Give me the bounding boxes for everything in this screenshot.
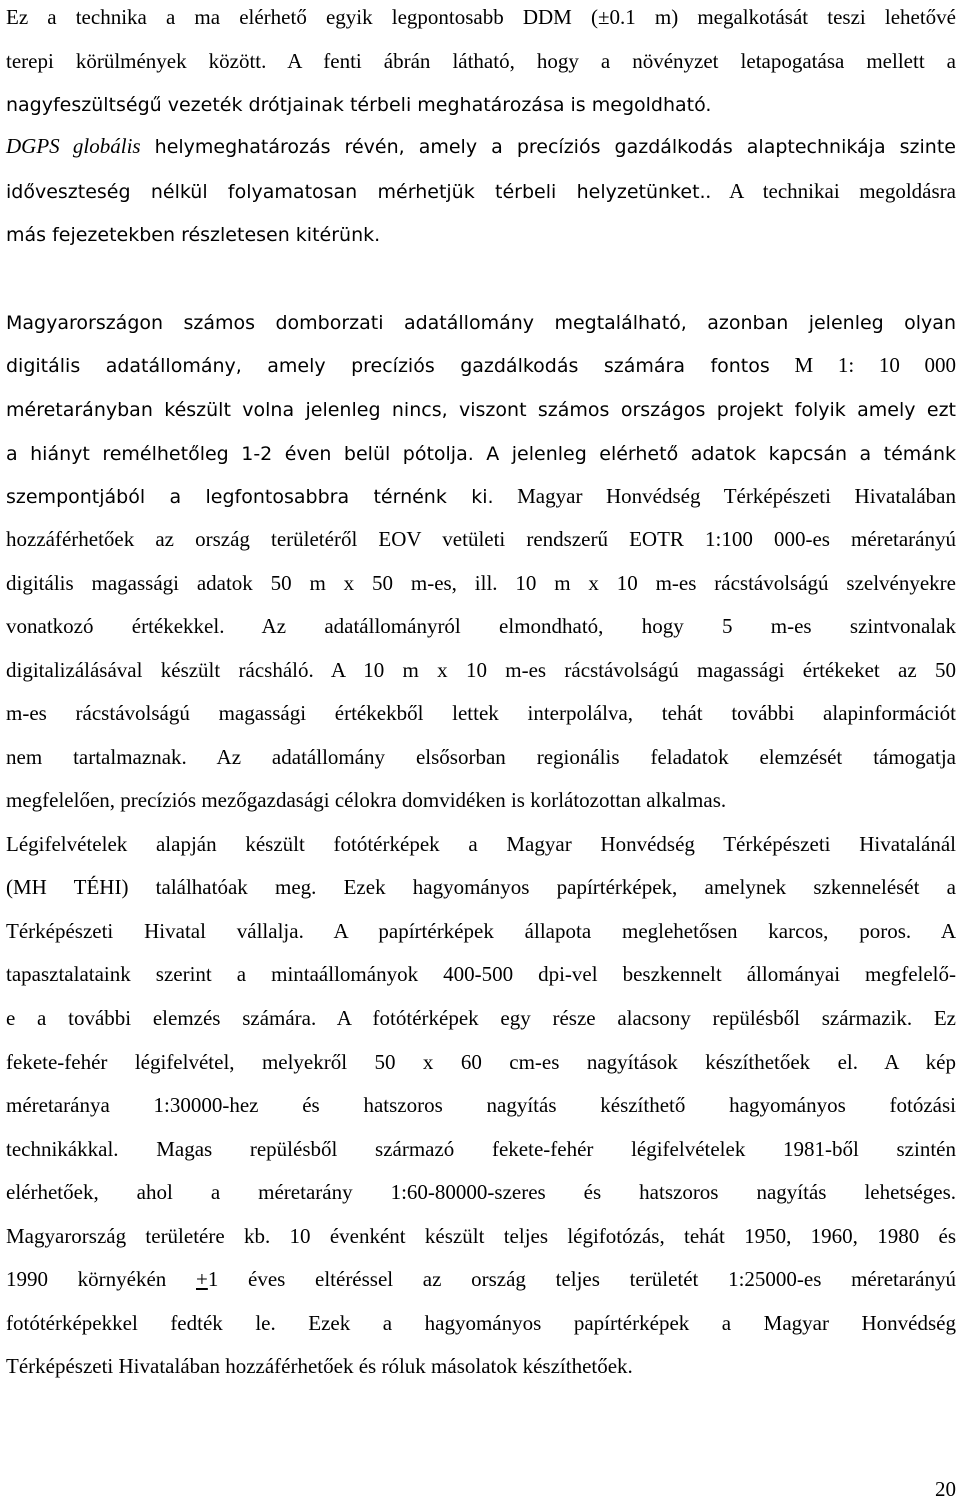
text-line [6, 1049, 956, 1093]
text-line [6, 1223, 956, 1267]
text-segment: digitális adatállomány, amely precíziós gazdálkodás számára fontos [6, 355, 770, 377]
text-line [6, 526, 956, 570]
text-segment: hozzáférhetőek az ország területéről EOV vetületi rendszerű EOTR 1:100 000-es méretarányú [6, 527, 956, 551]
text-line [6, 1353, 956, 1397]
text-segment: szempontjából a legfontosabbra térnénk ki. [6, 486, 494, 508]
text-line [6, 613, 956, 657]
text-segment: elérhetőek, ahol a méretarány 1:60-80000-szeres és hatszoros nagyítás lehetséges. [6, 1180, 956, 1204]
text-line [6, 1005, 956, 1049]
text-segment: M 1: 10 000 [769, 353, 957, 377]
text-segment: nagyfeszültségű vezeték drótjainak térbeli meghatározása is megoldható. [6, 94, 712, 116]
text-segment: terepi körülmények között. A fenti ábrán látható, hogy a növényzet letapogatása mellett a [6, 49, 956, 73]
text-line [6, 657, 956, 701]
text-segment: fotótérképekkel fedték le. Ezek a hagyományos papírtérképek a Magyar Honvédség [6, 1311, 956, 1335]
plus-minus-symbol: + [196, 1267, 208, 1291]
text-segment: Magyarországon számos domborzati adatállomány megtalálható, azonban jelenleg olyan [6, 312, 956, 334]
text-segment: Ez a technika a ma elérhető egyik legpontosabb DDM (±0.1 m) megalkotását teszi lehetővé [6, 5, 956, 29]
text-segment: 1 éves eltéréssel az ország teljes területét 1:25000-es méretarányú [207, 1267, 957, 1291]
text-segment: Magyar Honvédség Térképészeti Hivatalában [493, 484, 956, 508]
text-line [6, 309, 956, 353]
text-segment: (MH TÉHI) találhatóak meg. Ezek hagyományos papírtérképek, amelynek szkennelését a [6, 875, 956, 899]
text-line [6, 396, 956, 440]
text-segment: fekete-fehér légifelvétel, melyekről 50 x 60 cm-es nagyítások készíthetőek el. A kép [6, 1050, 956, 1074]
text-line [6, 1092, 956, 1136]
text-line [6, 352, 956, 396]
text-segment: vonatkozó értékekkel. Az adatállományról elmondható, hogy 5 m-es szintvonalak [6, 614, 956, 638]
text-segment: Térképészeti Hivatal vállalja. A papírtérképek állapota meglehetősen karcos, poros. A [6, 919, 956, 943]
text-line [6, 570, 956, 614]
text-segment: e a további elemzés számára. A fotótérképek egy része alacsony repülésből származik. Ez [6, 1006, 956, 1030]
text-line [6, 744, 956, 788]
text-line [6, 874, 956, 918]
text-segment: m-es rácstávolságú magassági értékekből lettek interpolálva, tehát további alapinformációt [6, 701, 956, 725]
text-line [6, 1179, 956, 1223]
text-segment: Térképészeti Hivatalában hozzáférhetőek és róluk másolatok készíthetőek. [6, 1354, 633, 1378]
text-segment: nem tartalmaznak. Az adatállomány elsősorban regionális feladatok elemzését támogatja [6, 745, 956, 769]
text-segment: a hiányt remélhetőleg 1-2 éven belül pótolja. A jelenleg elérhető adatok kapcsán a témánk [6, 443, 956, 465]
text-segment: Légifelvételek alapján készült fotótérképek a Magyar Honvédség Térképészeti Hivatalánál [6, 832, 956, 856]
text-line [6, 700, 956, 744]
text-segment: DGPS globális [6, 134, 141, 158]
text-line [6, 133, 956, 177]
text-segment: időveszteség nélkül folyamatosan mérhetjük térbeli helyzetünket. [6, 181, 706, 203]
text-segment: technikákkal. Magas repülésből származó fekete-fehér légifelvételek 1981-ből szintén [6, 1137, 956, 1161]
text-line [6, 831, 956, 875]
text-line [6, 1136, 956, 1180]
text-segment: megfelelően, precíziós mezőgazdasági célokra domvidéken is korlátozottan alkalmas. [6, 788, 727, 812]
text-line [6, 91, 956, 135]
text-segment: digitális magassági adatok 50 m x 50 m-es, ill. 10 m x 10 m-es rácstávolságú szelvényekre [6, 571, 956, 595]
text-line [6, 961, 956, 1005]
text-segment: tapasztalataink szerint a mintaállományok 400-500 dpi-vel beszkennelt állományai megfelelő- [6, 962, 956, 986]
text-line [6, 440, 956, 484]
text-segment: méretarányban készült volna jelenleg nincs, viszont számos országos projekt folyik amely ezt [6, 399, 956, 421]
text-line [6, 918, 956, 962]
text-segment: . A technikai megoldásra [705, 179, 956, 203]
text-segment: méretaránya 1:30000-hez és hatszoros nagyítás készíthető hagyományos fotózási [6, 1093, 956, 1117]
text-line [6, 1266, 956, 1310]
text-segment: más fejezetekben részletesen kitérünk. [6, 224, 381, 246]
text-line [6, 1310, 956, 1354]
text-segment: digitalizálásával készült rácsháló. A 10 m x 10 m-es rácstávolságú magassági értékeket az 50 [6, 658, 956, 682]
text-line [6, 221, 956, 265]
text-line [6, 4, 956, 48]
text-line [6, 787, 956, 831]
text-segment: Magyarország területére kb. 10 évenként készült teljes légifotózás, tehát 1950, 1960, 1980 és [6, 1224, 956, 1248]
text-line [6, 178, 956, 222]
text-line [6, 483, 956, 527]
text-segment: helymeghatározás révén, amely a precíziós gazdálkodás alaptechnikája szinte [140, 136, 956, 158]
text-line [6, 48, 956, 92]
text-segment: 1990 környékén [6, 1267, 196, 1291]
page-number: 20 [935, 1477, 956, 1501]
